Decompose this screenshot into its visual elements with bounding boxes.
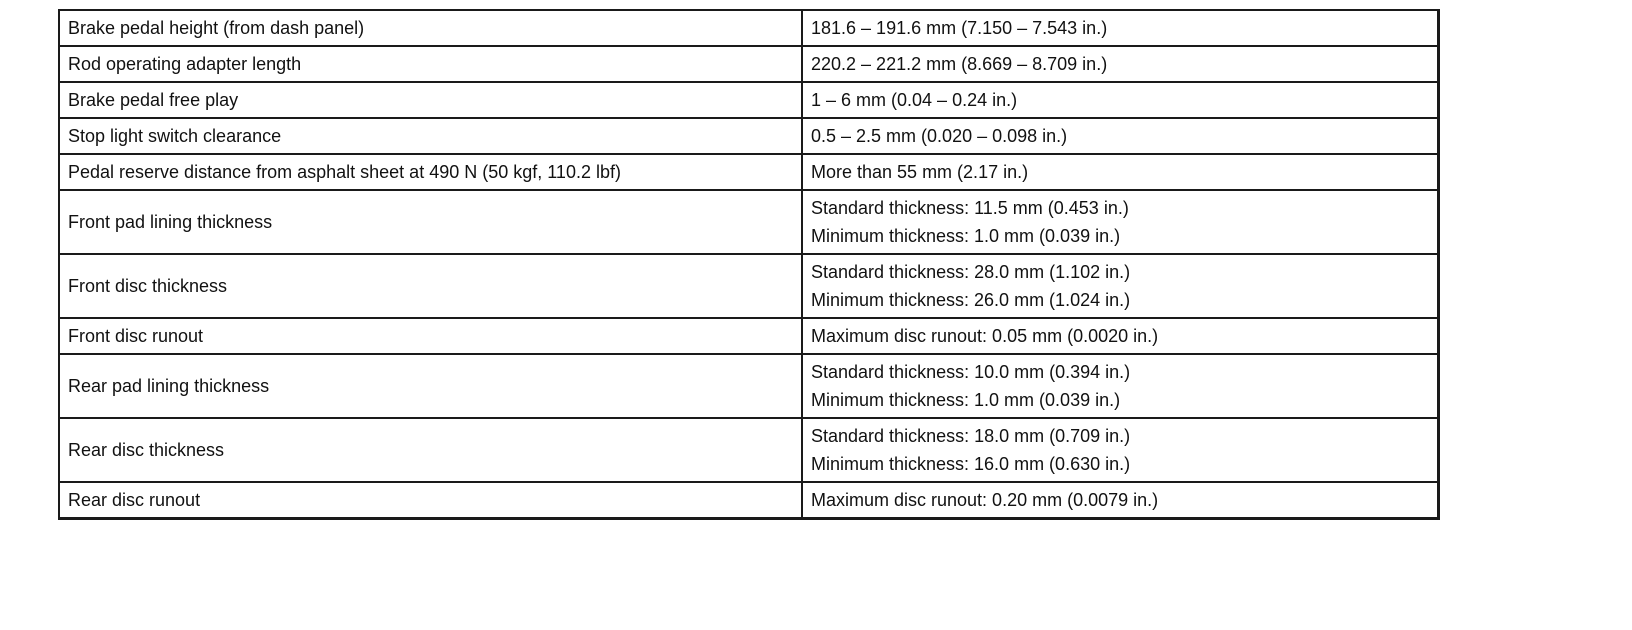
spec-item: Brake pedal free play <box>59 82 802 118</box>
spec-value <box>802 418 1438 482</box>
table-row <box>59 10 1438 46</box>
table-row <box>59 418 1438 482</box>
spec-item: Front disc runout <box>59 318 802 354</box>
spec-value <box>802 318 1438 354</box>
spec-item: Rear pad lining thickness <box>59 354 802 418</box>
table-row <box>59 318 1438 354</box>
spec-value-line: Standard thickness: 28.0 mm (1.102 in.) <box>811 262 1131 282</box>
table-row <box>59 254 1438 318</box>
spec-value-line: Minimum thickness: 26.0 mm (1.024 in.) <box>811 290 1131 310</box>
spec-value-line: Maximum disc runout: 0.20 mm (0.0079 in.) <box>811 490 1159 510</box>
spec-value <box>802 10 1438 46</box>
table-row <box>59 354 1438 418</box>
spec-value-line: 181.6 – 191.6 mm (7.150 – 7.543 in.) <box>811 18 1108 38</box>
spec-value-line: 1 – 6 mm (0.04 – 0.24 in.) <box>811 90 1018 110</box>
spec-item: Brake pedal height (from dash panel) <box>59 10 802 46</box>
spec-value-line: More than 55 mm (2.17 in.) <box>811 162 1029 182</box>
spec-value-line: Minimum thickness: 16.0 mm (0.630 in.) <box>811 454 1131 474</box>
spec-item: Pedal reserve distance from asphalt sheet at 490 N (50 kgf, 110.2 lbf) <box>59 154 802 190</box>
table-row <box>59 190 1438 254</box>
specifications-table <box>58 9 1440 520</box>
spec-value <box>802 82 1438 118</box>
spec-item: Rod operating adapter length <box>59 46 802 82</box>
table-row <box>59 482 1438 519</box>
spec-value <box>802 354 1438 418</box>
spec-item: Front disc thickness <box>59 254 802 318</box>
spec-item: Rear disc thickness <box>59 418 802 482</box>
spec-value <box>802 118 1438 154</box>
spec-value-line: 220.2 – 221.2 mm (8.669 – 8.709 in.) <box>811 54 1108 74</box>
spec-value-line: Standard thickness: 11.5 mm (0.453 in.) <box>811 198 1129 218</box>
spec-value <box>802 254 1438 318</box>
spec-value-line: Standard thickness: 10.0 mm (0.394 in.) <box>811 362 1131 382</box>
spec-value <box>802 154 1438 190</box>
spec-value-line: Maximum disc runout: 0.05 mm (0.0020 in.) <box>811 326 1159 346</box>
spec-value-line: Standard thickness: 18.0 mm (0.709 in.) <box>811 426 1131 446</box>
spec-value-line: Minimum thickness: 1.0 mm (0.039 in.) <box>811 226 1121 246</box>
spec-value-line: Minimum thickness: 1.0 mm (0.039 in.) <box>811 390 1121 410</box>
table-row <box>59 46 1438 82</box>
spec-value-line: 0.5 – 2.5 mm (0.020 – 0.098 in.) <box>811 126 1068 146</box>
spec-item: Front pad lining thickness <box>59 190 802 254</box>
spec-value <box>802 482 1438 519</box>
spec-item: Stop light switch clearance <box>59 118 802 154</box>
spec-value <box>802 46 1438 82</box>
spec-item: Rear disc runout <box>59 482 802 519</box>
spec-value <box>802 190 1438 254</box>
table-row <box>59 82 1438 118</box>
table-row <box>59 154 1438 190</box>
table-row <box>59 118 1438 154</box>
